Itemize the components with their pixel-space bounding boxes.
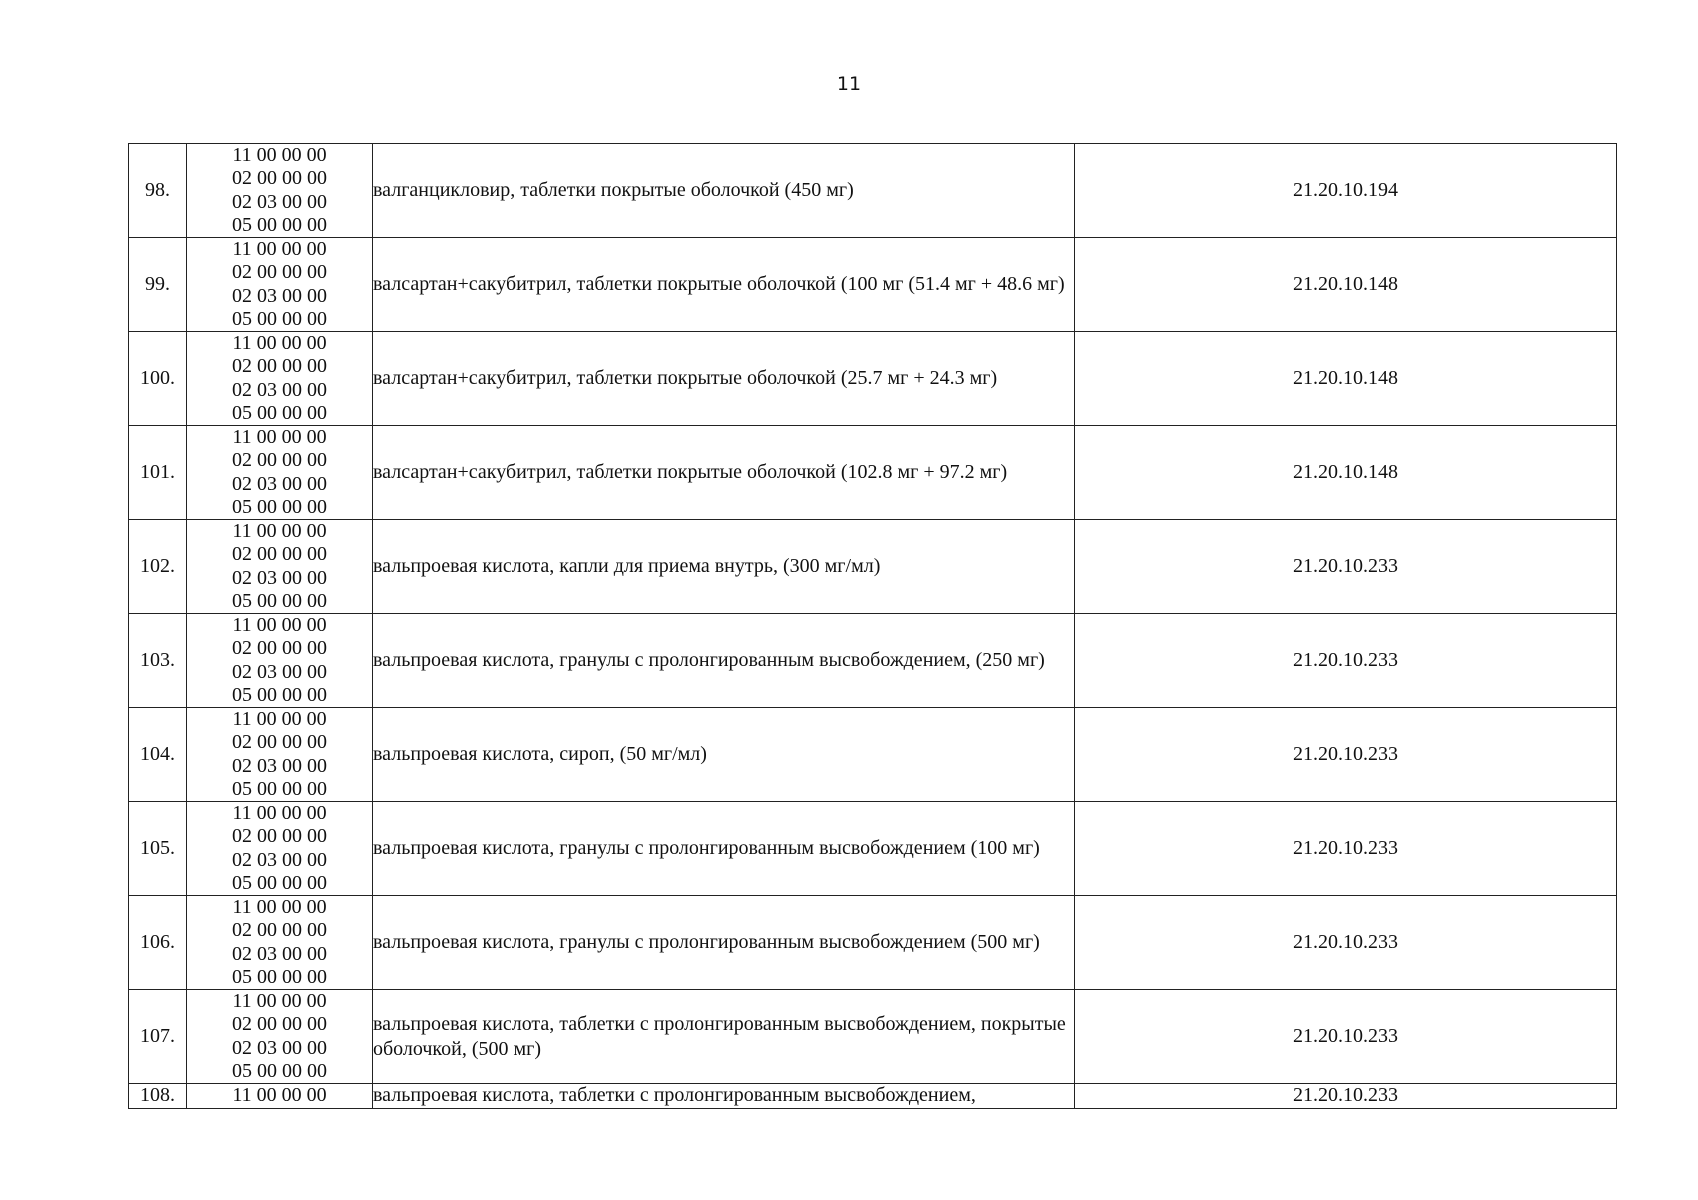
row-number: 106.: [129, 896, 187, 990]
table-row: [129, 238, 1617, 332]
drug-name: вальпроевая кислота, таблетки с пролонгированным высвобождением,: [373, 1084, 1075, 1109]
budget-codes-cell: [187, 614, 373, 708]
budget-code: 05 00 00 00: [232, 401, 327, 424]
table-row: [129, 1084, 1617, 1109]
budget-code: 11 00 00 00: [232, 802, 327, 825]
budget-code: 11 00 00 00: [232, 520, 327, 543]
okpd-code: 21.20.10.233: [1075, 520, 1617, 614]
budget-code: 05 00 00 00: [232, 307, 327, 330]
budget-code: 05 00 00 00: [232, 871, 327, 894]
table-row: [129, 802, 1617, 896]
row-number: 98.: [129, 144, 187, 238]
row-number: 103.: [129, 614, 187, 708]
okpd-code: 21.20.10.148: [1075, 238, 1617, 332]
table-body: [129, 144, 1617, 1109]
drug-name: валсартан+сакубитрил, таблетки покрытые оболочкой (100 мг (51.4 мг + 48.6 мг): [373, 238, 1075, 332]
okpd-code: 21.20.10.148: [1075, 426, 1617, 520]
table-row: [129, 708, 1617, 802]
budget-codes-cell: [187, 802, 373, 896]
row-number: 101.: [129, 426, 187, 520]
row-number: 104.: [129, 708, 187, 802]
page-number: 11: [836, 73, 862, 95]
budget-code: 02 03 00 00: [232, 472, 327, 495]
budget-code: 02 00 00 00: [232, 355, 327, 378]
budget-code: 11 00 00 00: [232, 614, 327, 637]
row-number: 105.: [129, 802, 187, 896]
okpd-code: 21.20.10.233: [1075, 802, 1617, 896]
okpd-code: 21.20.10.233: [1075, 990, 1617, 1084]
budget-code: 02 00 00 00: [232, 167, 327, 190]
budget-codes-cell: [187, 896, 373, 990]
drug-list-table: [128, 143, 1617, 1109]
budget-codes-cell: [187, 332, 373, 426]
budget-code: 02 03 00 00: [232, 942, 327, 965]
table-row: [129, 332, 1617, 426]
table-row: [129, 426, 1617, 520]
drug-name: вальпроевая кислота, таблетки с пролонгированным высвобождением, покрытые оболочкой, (500 мг): [373, 990, 1075, 1084]
row-number: 107.: [129, 990, 187, 1084]
drug-name: валсартан+сакубитрил, таблетки покрытые оболочкой (25.7 мг + 24.3 мг): [373, 332, 1075, 426]
budget-codes-cell: [187, 426, 373, 520]
budget-code: 05 00 00 00: [232, 683, 327, 706]
table-row: [129, 614, 1617, 708]
budget-code: 02 03 00 00: [232, 566, 327, 589]
budget-code: 02 00 00 00: [232, 261, 327, 284]
budget-code: 02 00 00 00: [232, 449, 327, 472]
budget-code: 05 00 00 00: [232, 495, 327, 518]
row-number: 108.: [129, 1084, 187, 1109]
row-number: 100.: [129, 332, 187, 426]
budget-code: 02 03 00 00: [232, 1036, 327, 1059]
drug-name: вальпроевая кислота, сироп, (50 мг/мл): [373, 708, 1075, 802]
okpd-code: 21.20.10.148: [1075, 332, 1617, 426]
budget-code: 02 03 00 00: [232, 284, 327, 307]
budget-code: 05 00 00 00: [232, 965, 327, 988]
okpd-code: 21.20.10.233: [1075, 1084, 1617, 1109]
budget-code: 02 03 00 00: [232, 660, 327, 683]
budget-code: 11 00 00 00: [232, 426, 327, 449]
budget-code: 02 00 00 00: [232, 825, 327, 848]
budget-code: 11 00 00 00: [232, 708, 327, 731]
budget-code: 11 00 00 00: [232, 1084, 327, 1106]
budget-code: 02 00 00 00: [232, 543, 327, 566]
budget-code: 05 00 00 00: [232, 777, 327, 800]
budget-code: 02 03 00 00: [232, 190, 327, 213]
drug-name: вальпроевая кислота, гранулы с пролонгированным высвобождением (500 мг): [373, 896, 1075, 990]
drug-name: валсартан+сакубитрил, таблетки покрытые оболочкой (102.8 мг + 97.2 мг): [373, 426, 1075, 520]
budget-code: 11 00 00 00: [232, 238, 327, 261]
budget-code: 02 03 00 00: [232, 378, 327, 401]
drug-name: вальпроевая кислота, гранулы с пролонгированным высвобождением, (250 мг): [373, 614, 1075, 708]
budget-code: 02 00 00 00: [232, 637, 327, 660]
budget-code: 11 00 00 00: [232, 332, 327, 355]
budget-codes-cell: [187, 708, 373, 802]
okpd-code: 21.20.10.194: [1075, 144, 1617, 238]
budget-codes-cell: [187, 1084, 373, 1109]
table-row: [129, 896, 1617, 990]
budget-code: 02 00 00 00: [232, 919, 327, 942]
row-number: 102.: [129, 520, 187, 614]
budget-codes-cell: [187, 238, 373, 332]
drug-name: валганцикловир, таблетки покрытые оболочкой (450 мг): [373, 144, 1075, 238]
budget-code: 02 00 00 00: [232, 731, 327, 754]
table-row: [129, 144, 1617, 238]
budget-code: 02 03 00 00: [232, 754, 327, 777]
budget-code: 05 00 00 00: [232, 213, 327, 236]
budget-codes-cell: [187, 144, 373, 238]
budget-code: 05 00 00 00: [232, 1059, 327, 1082]
budget-code: 02 03 00 00: [232, 848, 327, 871]
table-row: [129, 520, 1617, 614]
table-row: [129, 990, 1617, 1084]
budget-code: 11 00 00 00: [232, 144, 327, 167]
budget-code: 11 00 00 00: [232, 896, 327, 919]
budget-codes-cell: [187, 990, 373, 1084]
drug-name: вальпроевая кислота, гранулы с пролонгированным высвобождением (100 мг): [373, 802, 1075, 896]
okpd-code: 21.20.10.233: [1075, 708, 1617, 802]
budget-code: 02 00 00 00: [232, 1013, 327, 1036]
budget-code: 11 00 00 00: [232, 990, 327, 1013]
okpd-code: 21.20.10.233: [1075, 614, 1617, 708]
row-number: 99.: [129, 238, 187, 332]
budget-code: 05 00 00 00: [232, 589, 327, 612]
budget-codes-cell: [187, 520, 373, 614]
okpd-code: 21.20.10.233: [1075, 896, 1617, 990]
drug-name: вальпроевая кислота, капли для приема внутрь, (300 мг/мл): [373, 520, 1075, 614]
